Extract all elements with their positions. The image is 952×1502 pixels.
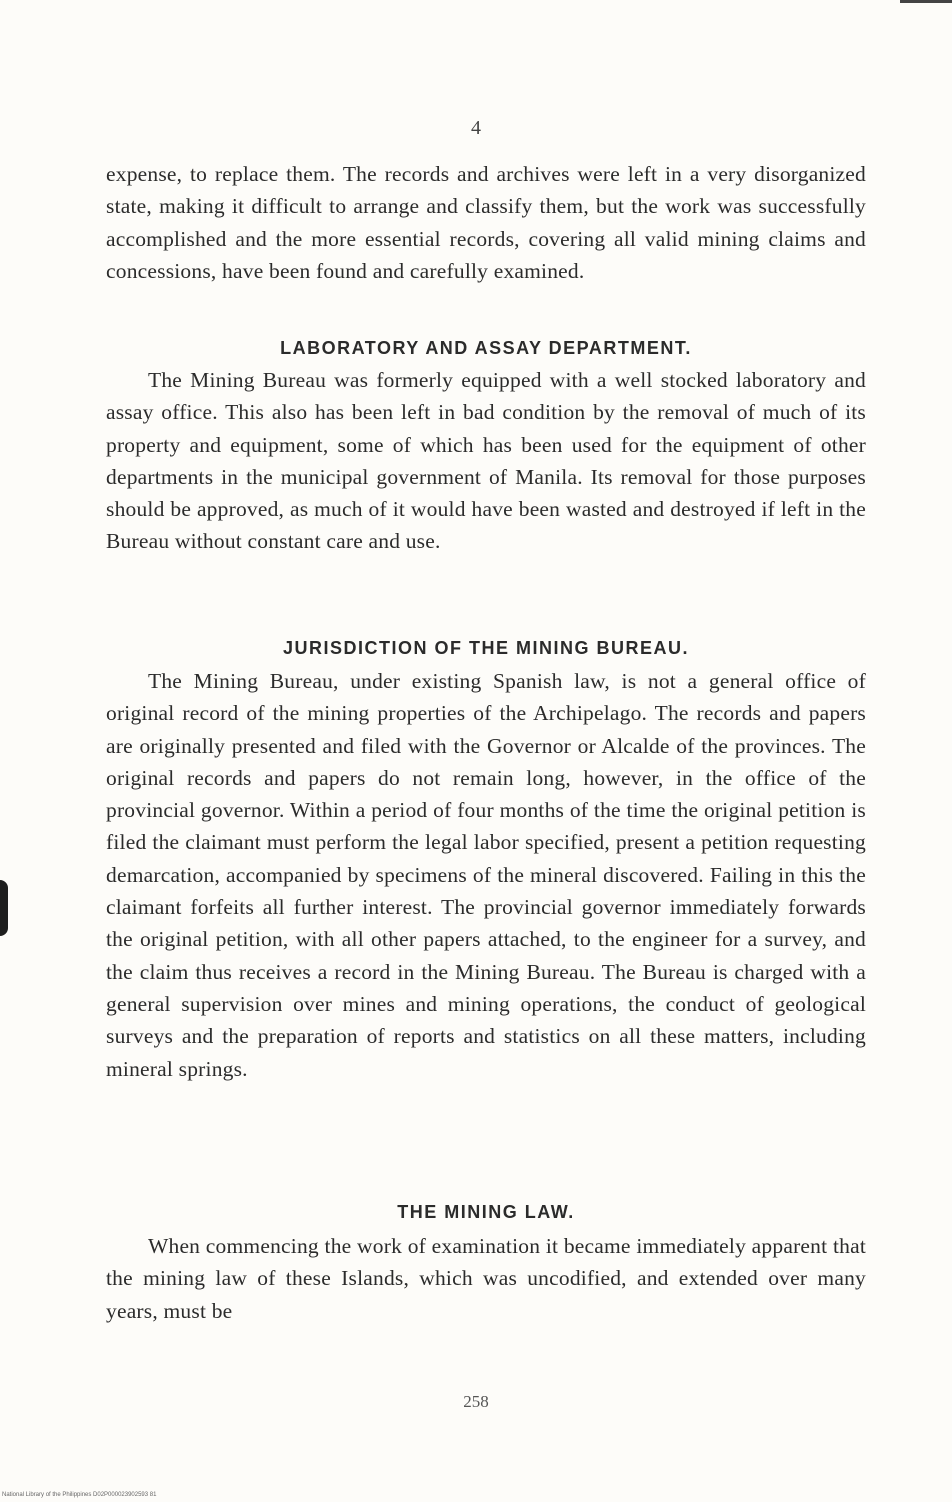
opening-paragraph (106, 158, 866, 287)
section-heading-mining-law: THE MINING LAW. (397, 1202, 575, 1222)
page-edge-line (900, 0, 952, 3)
folio-number: 258 (463, 1392, 489, 1411)
section-heading-jurisdiction: JURISDICTION OF THE MINING BUREAU. (282, 638, 689, 658)
section-body-jurisdiction (106, 665, 866, 1085)
section-body-mining-law (106, 1230, 866, 1327)
page-number: 4 (471, 117, 481, 139)
paragraph-text: When commencing the work of examination it became immediately apparent that the mining law of these Islands, which was uncodified, and extended over many years, must be (106, 1234, 866, 1323)
paragraph-text: expense, to replace them. The records and archives were left in a very disorganized state, making it difficult to arrange and classify them, but the work was successfully accomplished and the more essential records, covering all valid mining claims and concessions, have been found and carefully examined. (106, 162, 866, 283)
paragraph-text: The Mining Bureau, under existing Spanish law, is not a general office of original record of the mining properties of the Archipelago. The records and papers are originally presented and filed with the Governor or Alcalde of the provinces. The original records and papers do not remain long, however, in the office of the provincial governor. Within a period of four months of the time the original petition is filed the claimant must perform the legal labor specified, present a petition requesting demarcation, accompanied by specimens of the mineral discovered. Failing in this the claimant forfeits all further interest. The provincial governor immediately forwards the original petition, with all other papers attached, to the engineer for a survey, and the claim thus receives a record in the Mining Bureau. The Bureau is charged with a general supervision over mines and mining operations, the conduct of geological surveys and the preparation of reports and statistics on all these matters, including mineral springs. (106, 669, 866, 1081)
section-heading-laboratory: LABORATORY AND ASSAY DEPARTMENT. (280, 338, 692, 358)
paragraph-text: The Mining Bureau was formerly equipped with a well stocked laboratory and assay office. This also has been left in bad condition by the removal of much of its property and equipment, some of which has been used for the equipment of other departments in the municipal government of Manila. Its removal for those purposes should be approved, as much of it would have been wasted and destroyed if left in the Bureau without constant care and use. (106, 368, 866, 554)
section-body-laboratory (106, 364, 866, 558)
footer-credit: National Library of the Philippines D02P000023902593 81 (2, 1492, 157, 1498)
margin-smudge (0, 880, 8, 936)
